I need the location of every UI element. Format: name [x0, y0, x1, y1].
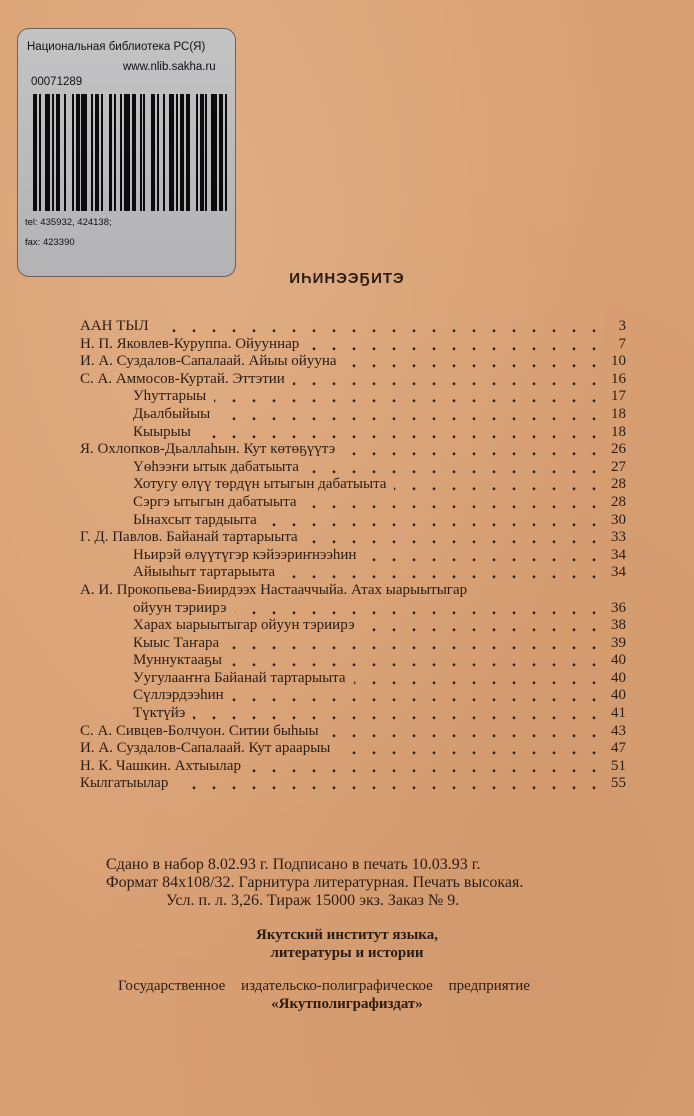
toc-entry [80, 617, 626, 635]
toc-entry-title: Үөһээҥи ытык дабатыыта [133, 458, 299, 475]
toc-entry-title: Сэргэ ытыгын дабатыыта [133, 493, 297, 510]
dot-leader [306, 529, 604, 547]
toc-entry-page: 16 [611, 370, 626, 387]
institute-line-2: литературы и истории [270, 945, 424, 961]
toc-entry-page: 10 [611, 353, 626, 370]
toc-entry-page: 28 [611, 476, 626, 493]
toc-entry-title: Хотугу өлүү төрдүн ытыгын дабатыыта [133, 476, 387, 493]
toc-entry [80, 476, 626, 494]
toc-entry-title: Харах ыарыытыгар ойуун тэриирэ [133, 617, 355, 634]
toc-entry [80, 388, 626, 406]
library-tel: tel: 435932, 424138; [25, 217, 112, 228]
dot-leader [265, 512, 604, 530]
toc-entry [80, 775, 626, 793]
toc-entry [80, 582, 626, 600]
toc-entry-page: 17 [611, 388, 626, 405]
toc-entry-page: 43 [611, 722, 626, 739]
imprint-line-1: Сдано в набор 8.02.93 г. Подписано в печать 10.03.93 г. [106, 856, 481, 873]
dot-leader [304, 494, 604, 512]
toc-entry [80, 424, 626, 442]
dot-leader [327, 723, 604, 741]
toc-entry-page: 40 [611, 652, 626, 669]
library-barcode-sticker [17, 28, 236, 277]
toc-entry-page: 27 [611, 458, 626, 475]
toc-entry [80, 459, 626, 477]
barcode-icon [33, 94, 231, 211]
dot-leader [235, 600, 604, 618]
dot-leader [364, 547, 604, 565]
publisher-line-1: Государственное издательско-полиграфическое предприятие [118, 978, 530, 994]
inventory-number: 00071289 [31, 76, 83, 88]
library-website: www.nlib.sakha.ru [123, 61, 216, 73]
table-of-contents [80, 318, 626, 793]
dot-leader [354, 670, 604, 688]
toc-entry [80, 547, 626, 565]
toc-entry [80, 723, 626, 741]
toc-entry-title: Кыыс Таҥара [133, 634, 220, 651]
dot-leader [293, 371, 604, 389]
toc-entry [80, 564, 626, 582]
publisher-line-2: «Якутполиграфиздат» [271, 996, 423, 1012]
dot-leader [176, 775, 604, 793]
toc-entry-page: 47 [611, 740, 626, 757]
toc-entry-page: 40 [611, 669, 626, 686]
toc-entry [80, 687, 626, 705]
toc-entry-page: 34 [611, 564, 626, 581]
toc-entry-title: Кыырыы [133, 423, 191, 440]
dot-leader [249, 758, 604, 776]
toc-entry-title: ААН ТЫЛ [80, 318, 149, 334]
dot-leader [227, 635, 604, 653]
toc-entry-page: 55 [611, 775, 626, 792]
toc-entry-title: ойуун тэриирэ [133, 599, 227, 616]
dot-leader [157, 318, 604, 336]
dot-leader [338, 740, 604, 758]
toc-entry-page: 7 [618, 335, 626, 352]
toc-entry-page: 36 [611, 599, 626, 616]
dot-leader [230, 652, 604, 670]
dot-leader [218, 406, 604, 424]
toc-entry-title: Түктүйэ [133, 705, 186, 722]
toc-entry-title: Н. К. Чашкин. Ахтыылар [80, 757, 241, 774]
toc-entry-title: Н. П. Яковлев-Куруппа. Ойууннар [80, 335, 300, 352]
toc-entry-title: Г. Д. Павлов. Байанай тартарыыта [80, 529, 298, 546]
dot-leader [307, 459, 604, 477]
toc-entry [80, 406, 626, 424]
toc-entry-page: 18 [611, 405, 626, 422]
dot-leader [199, 424, 604, 442]
toc-entry-page: 3 [618, 318, 626, 334]
toc-entry-page: 28 [611, 493, 626, 510]
toc-entry-page: 26 [611, 441, 626, 458]
toc-entry-title: Сүллэрдээһин [133, 687, 224, 704]
toc-entry-title: Айыыһыт тартарыыта [133, 564, 276, 581]
toc-entry-title: Уһуттарыы [133, 388, 207, 405]
toc-entry [80, 371, 626, 389]
toc-entry [80, 441, 626, 459]
toc-entry-title: И. А. Суздалов-Сапалаай. Кут араарыы [80, 740, 331, 757]
toc-entry [80, 635, 626, 653]
toc-entry [80, 529, 626, 547]
dot-leader [307, 336, 604, 354]
toc-entry [80, 353, 626, 371]
toc-entry-title: Муннуктааҕы [133, 652, 222, 669]
imprint-line-2: Формат 84х108/32. Гарнитура литературная. Печать высокая. [106, 874, 524, 891]
toc-entry-title: Кылгатыылар [80, 775, 169, 792]
toc-entry [80, 652, 626, 670]
dot-leader [343, 441, 604, 459]
toc-entry-title: С. А. Аммосов-Куртай. Эттэтии [80, 370, 285, 387]
toc-entry-title: А. И. Прокопьева-Биирдээх Настааччыйа. Атах ыарыытыгар [80, 581, 468, 598]
toc-entry-page: 18 [611, 423, 626, 440]
toc-entry-page: 51 [611, 757, 626, 774]
toc-entry [80, 740, 626, 758]
imprint-line-3: Усл. п. л. 3,26. Тираж 15000 экз. Заказ № 9. [166, 892, 460, 909]
toc-entry [80, 600, 626, 618]
toc-entry-title: Дьалбыйыы [133, 405, 211, 422]
toc-entry-page: 40 [611, 687, 626, 704]
toc-entry-page: 34 [611, 546, 626, 563]
toc-entry-page: 38 [611, 617, 626, 634]
toc-entry [80, 670, 626, 688]
library-name: Национальная библиотека РС(Я) [27, 41, 206, 53]
toc-entry-page: 33 [611, 529, 626, 546]
dot-leader [214, 388, 604, 406]
toc-entry-title: Ынахсыт тардыыта [133, 511, 257, 528]
toc-entry-title: И. А. Суздалов-Сапалаай. Айыы ойууна [80, 353, 337, 370]
barcode-bar [227, 94, 231, 211]
institute-line-1: Якутский институт языка, [256, 927, 438, 943]
dot-leader [363, 617, 604, 635]
library-fax: fax: 423390 [25, 237, 75, 248]
toc-entry [80, 512, 626, 530]
toc-entry [80, 494, 626, 512]
toc-entry-title: Я. Охлопков-Дьаллаһын. Кут көтөҕүүтэ [80, 441, 336, 458]
toc-entry-page: 30 [611, 511, 626, 528]
toc-entry-page: 41 [611, 705, 626, 722]
toc-entry [80, 758, 626, 776]
toc-entry-title: Уугулааҥҥа Байанай тартарыыта [133, 669, 346, 686]
toc-entry [80, 318, 626, 336]
dot-leader [193, 705, 604, 723]
toc-entry [80, 705, 626, 723]
toc-entry-title: С. А. Сивцев-Болчуон. Ситии быһыы [80, 722, 319, 739]
toc-entry [80, 336, 626, 354]
page-title: ИҺИНЭЭҔИТЭ [289, 270, 405, 287]
dot-leader [345, 353, 604, 371]
dot-leader [232, 687, 604, 705]
toc-entry-page: 39 [611, 634, 626, 651]
toc-entry-title: Ньирэй өлүүтүгэр кэйээриҥнээһин [133, 546, 357, 563]
dot-leader [394, 476, 604, 494]
dot-leader [283, 564, 604, 582]
